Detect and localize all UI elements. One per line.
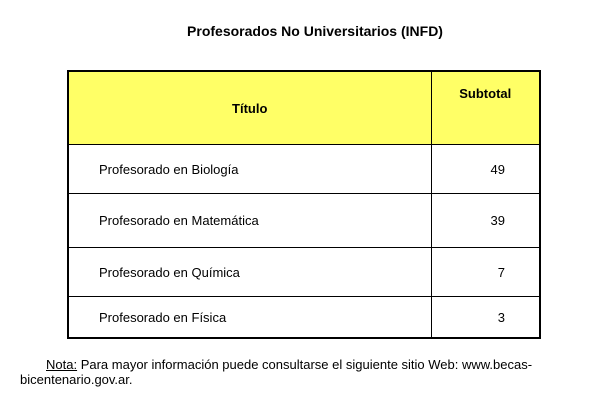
row-title: Profesorado en Química [68, 248, 431, 297]
row-subtotal: 49 [431, 145, 540, 194]
row-subtotal: 7 [431, 248, 540, 297]
row-title: Profesorado en Biología [68, 145, 431, 194]
note-label: Nota: [46, 357, 78, 372]
column-header-subtotal: Subtotal [431, 71, 540, 145]
note-text: Para mayor información puede consultarse el siguiente sitio Web: www.becas-bicentenario.gov.ar. [20, 357, 533, 387]
profesorados-table [67, 70, 541, 339]
footnote [20, 357, 592, 387]
table-row [68, 248, 540, 297]
row-subtotal: 39 [431, 194, 540, 248]
table-body [68, 145, 540, 339]
table-header-row [68, 71, 540, 145]
table-row [68, 297, 540, 339]
row-subtotal: 3 [431, 297, 540, 339]
column-header-title: Título [68, 71, 431, 145]
table-row [68, 194, 540, 248]
table-header [68, 71, 540, 145]
row-title: Profesorado en Física [68, 297, 431, 339]
table-row [68, 145, 540, 194]
row-title: Profesorado en Matemática [68, 194, 431, 248]
page-title: Profesorados No Universitarios (INFD) [187, 23, 443, 39]
